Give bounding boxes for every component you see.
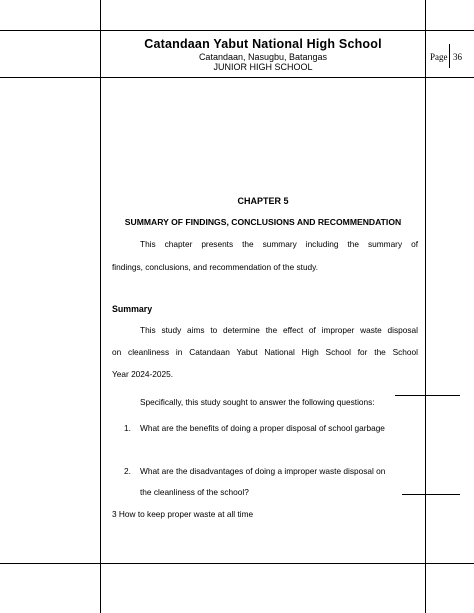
footer-line	[0, 563, 474, 564]
question-1-number: 1.	[124, 423, 131, 433]
page-box-divider-line	[449, 44, 450, 68]
right-margin-line	[425, 0, 426, 613]
page-number: 36	[453, 52, 462, 62]
question-1-text: What are the benefits of doing a proper disposal of school garbage	[140, 423, 385, 433]
left-margin-line	[100, 0, 101, 613]
header-bottom-line	[0, 77, 474, 78]
intro-line-1-text: This chapter presents the summary including the summary of	[140, 239, 418, 249]
school-level: JUNIOR HIGH SCHOOL	[213, 62, 313, 72]
summary-line-1-text: This study aims to determine the effect of improper waste disposal	[140, 325, 418, 335]
intro-paragraph-line-2: findings, conclusions, and recommendation of the study.	[112, 262, 319, 272]
side-rule-upper	[395, 395, 460, 396]
summary-line-2-text: on cleanliness in Catandaan Yabut National High School for the School	[112, 347, 418, 357]
summary-paragraph-line-3: Year 2024-2025.	[112, 369, 174, 379]
intro-paragraph-line-1	[140, 239, 418, 249]
chapter-title: SUMMARY OF FINDINGS, CONCLUSIONS AND RECOMMENDATION	[124, 217, 402, 227]
side-rule-lower	[402, 494, 460, 495]
school-address: Catandaan, Nasugbu, Batangas	[198, 52, 328, 62]
summary-paragraph-line-1	[140, 325, 418, 335]
header-top-line	[0, 30, 474, 31]
question-2-number: 2.	[124, 466, 131, 476]
questions-intro: Specifically, this study sought to answer the following questions:	[140, 397, 375, 407]
question-2-line-2: the cleanliness of the school?	[140, 487, 249, 497]
summary-heading: Summary	[112, 304, 153, 314]
school-name: Catandaan Yabut National High School	[144, 37, 382, 51]
question-3: 3 How to keep proper waste at all time	[112, 509, 254, 519]
page-label: Page	[430, 52, 448, 62]
chapter-number: CHAPTER 5	[237, 196, 289, 206]
question-2-line-1: What are the disadvantages of doing a improper waste disposal on	[140, 466, 386, 476]
summary-paragraph-line-2	[112, 347, 418, 357]
